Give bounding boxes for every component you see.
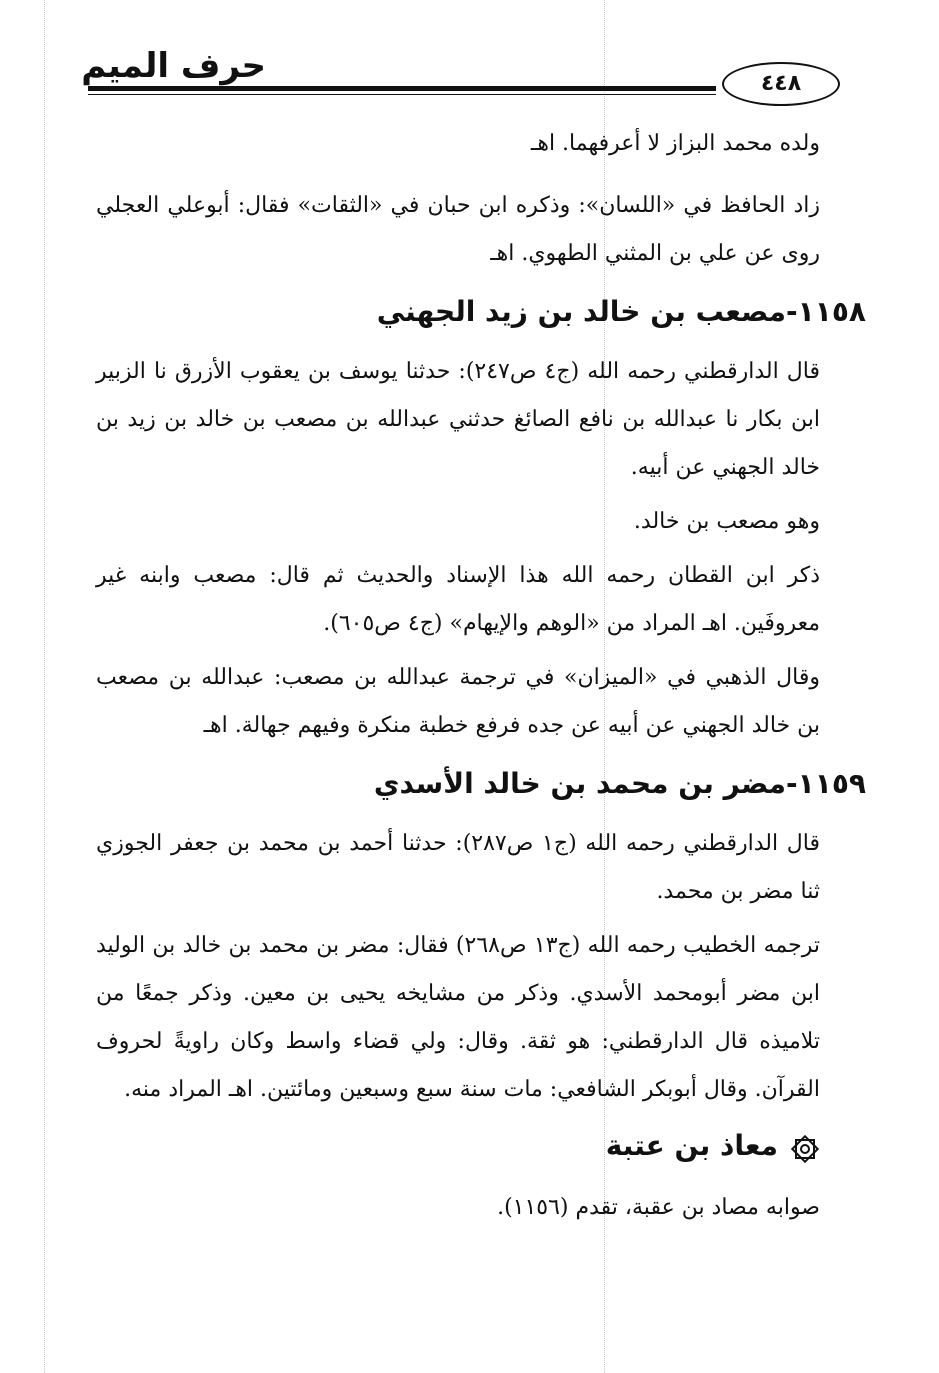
star-ornament-icon bbox=[790, 1131, 820, 1161]
paragraph: قال الدارقطني رحمه الله (ج٤ ص٢٤٧): حدثنا يوسف بن يعقوب الأزرق نا الزبير ابن بكار نا عبدالله بن نافع الصائغ حدثني عبدالله بن مصعب بن خالد بن زيد بن خالد الجهني عن أبيه. bbox=[96, 359, 820, 480]
chapter-title: حرف الميم bbox=[81, 46, 266, 86]
paragraph: زاد الحافظ في «اللسان»: وذكره ابن حبان في «الثقات» فقال: أبوعلي العجلي روى عن علي بن المثني الطهوي. اهـ bbox=[96, 193, 820, 266]
note-heading bbox=[96, 1122, 820, 1170]
header-rule bbox=[88, 94, 716, 95]
page-header bbox=[81, 40, 840, 110]
paragraph: ولده محمد البزاز لا أعرفهما. اهـ bbox=[530, 131, 820, 156]
paragraph: وقال الذهبي في «الميزان» في ترجمة عبدالله بن مصعب: عبدالله بن مصعب بن خالد الجهني عن أبيه عن جده فرفع خطبة منكرة وفيهم جهالة. اهـ bbox=[96, 665, 820, 738]
scan-guide-line bbox=[44, 0, 45, 1373]
page-number: ٤٤٨ bbox=[722, 62, 840, 106]
entry-heading: ١١٥٩-مضر بن محمد بن خالد الأسدي bbox=[373, 767, 866, 800]
paragraph: ترجمه الخطيب رحمه الله (ج١٣ ص٢٦٨) فقال: مضر بن محمد بن خالد بن الوليد ابن مضر أبومحمد الأسدي. وذكر من مشايخه يحيى بن معين. وذكر جمعًا من تلاميذه قال الدارقطني: هو ثقة. وقال: ولي قضاء واسط وكان راويةً لحروف القرآن. وقال أبوبكر الشافعي: مات سنة سبع وسبعين ومائتين. اهـ المراد منه. bbox=[96, 933, 820, 1102]
note-heading-text: معاذ بن عتبة bbox=[605, 1129, 778, 1162]
paragraph: قال الدارقطني رحمه الله (ج١ ص٢٨٧): حدثنا أحمد بن محمد بن جعفر الجوزي ثنا مضر بن محمد. bbox=[96, 831, 820, 904]
entry-heading: ١١٥٨-مصعب بن خالد بن زيد الجهني bbox=[376, 295, 866, 328]
paragraph: وهو مصعب بن خالد. bbox=[633, 509, 820, 534]
header-rule bbox=[88, 86, 716, 91]
page-body bbox=[96, 120, 866, 1238]
paragraph: ذكر ابن القطان رحمه الله هذا الإسناد والحديث ثم قال: مصعب وابنه غير معروفَين. اهـ المراد من «الوهم والإيهام» (ج٤ ص٦٠٥). bbox=[96, 563, 820, 636]
paragraph: صوابه مصاد بن عقبة، تقدم (١١٥٦). bbox=[497, 1195, 820, 1220]
